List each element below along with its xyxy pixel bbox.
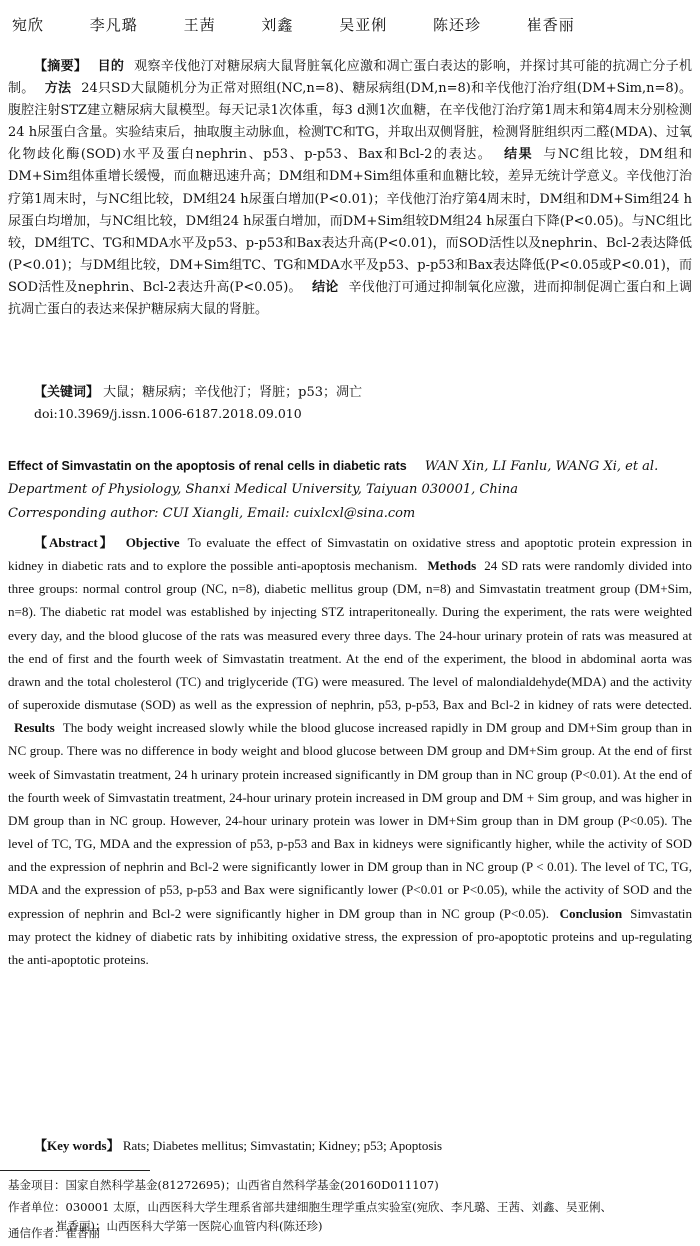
author-name: 吴亚俐 — [339, 16, 388, 34]
keywords-label-cn: 【关键词】 — [34, 385, 100, 400]
author-name: 李凡璐 — [89, 16, 138, 34]
author-name: 刘鑫 — [261, 16, 294, 34]
methods-label-en: Methods — [427, 558, 477, 574]
funding-footnote: 基金项目：国家自然科学基金(81272695)；山西省自然科学基金(20160D011107) — [8, 1178, 439, 1192]
methods-text-cn: 24只SD大鼠随机分为正常对照组(NC,n=8)、糖尿病组(DM,n=8)和辛伐他汀治疗组(DM+Sim,n=8)。腹腔注射STZ建立糖尿病大鼠模型。每天记录1次体重，每3 d测1次血糖，在辛伐他汀治疗第1周末和第4周末分别检测24 h尿蛋白含量。实验结束后，抽取腹主动脉血，检测TC和TG，并取出双侧肾脏，检测肾脏组织丙二醛(MDA)、过氧化物歧化酶(SOD)水平及蛋白nephrin、p53、p-p53、Bax和Bcl-2的表达。 — [8, 81, 692, 163]
chinese-author-list — [12, 14, 597, 35]
results-label-cn: 结果 — [504, 147, 534, 163]
conclusion-text-cn: 辛伐他汀可通过抑制氧化应激，进而抑制促凋亡蛋白和上调抗凋亡蛋白的表达来保护糖尿病大鼠的肾脏。 — [8, 279, 692, 318]
chinese-abstract — [8, 56, 692, 321]
conclusion-label-cn: 结论 — [312, 279, 339, 295]
conclusion-label-en: Conclusion — [559, 905, 623, 921]
methods-text-en: 24 SD rats were randomly divided into three groups: normal control group (NC, n=8), diabetic mellitus group (DM, n=8) and Simvastatin treatment group (DM+Sim, n=8). The diabetic rat model was established by injecting STZ intraperitoneally. During the experiment, the rats were weighted every day, and the blood glucose of the rats was measured every three days. The 24-hour urinary protein of rats was measured at the end of first and the fourth week of Simvastatin treatment. At the end of the experiment, the blood in abdominal aorta was drawn and the total cholesterol (TC) and triglyceride (TG) were measured. The level of malondialdehyde(MDA) and the activity of superoxide dismutase (SOD) as well as the expression of nephrin, p53, p-p53, Bax and Bcl-2 in kidney of rats were detected. — [8, 558, 692, 713]
author-name: 陈还珍 — [432, 16, 481, 34]
affiliation-line-2: 崔香丽)；山西医科大学第一医院心血管内科(陈还珍) — [56, 1219, 323, 1233]
keywords-cn — [34, 381, 362, 400]
author-name: 崔香丽 — [526, 16, 575, 34]
results-text-en: The body weight increased slowly while the blood glucose increased rapidly in DM group and DM+Sim group than in NC group. There was no difference in body weight and blood glucose between DM group and DM+Sim group. At the end of first week of Simvastatin treatment, 24 h urinary protein increased significantly in DM group than in NC group (P<0.01). At the end of the fourth week of Simvastatin treatment, 24-hour urinary protein increased in DM group and DM + Sim group, and was higher in DM group than in NC group. However, 24-hour urinary protein was lower in DM+Sim group than in DM group (P<0.05). The level of TC, TG, MDA and the expression of p53, p-p53 and Bax in kidneys were significantly higher, while the activity of SOD and the expression of nephrin and Bcl-2 were significantly lower in DM group than in NC group (P < 0.01). The level of TC, TG, MDA and the expression of p53, p-p53 and Bax were significantly lower (P<0.01 or P<0.05), while the activity of SOD and the expression of nephrin and Bcl-2 were significantly higher in DM group than in NC group (P<0.05). — [8, 720, 692, 921]
methods-label-cn: 方法 — [44, 81, 72, 97]
objective-label-en: Objective — [125, 535, 180, 550]
english-department: Department of Physiology, Shanxi Medical University, Taiyuan 030001, China — [8, 482, 518, 497]
english-corresponding-author: Corresponding author: CUI Xiangli, Email: cuixlcxl@sina.com — [8, 506, 416, 521]
keywords-text-cn: 大鼠；糖尿病；辛伐他汀；肾脏；p53；凋亡 — [103, 385, 363, 400]
affiliation-line-1: 作者单位：030001 太原，山西医科大学生理系省部共建细胞生理学重点实验室(宛欣、李凡璐、王茜、刘鑫、吴亚俐、 — [8, 1200, 613, 1214]
author-name: 宛欣 — [12, 16, 45, 34]
objective-text-en: To evaluate the effect of Simvastatin on oxidative stress and apoptotic protein expression in kidney in diabetic rats and to explore the possible anti-apoptosis mechanism. — [8, 535, 692, 574]
corresponding-footnote: 通信作者：崔香丽 — [8, 1226, 100, 1240]
english-authors: WAN Xin, LI Fanlu, WANG Xi, et al. — [424, 459, 659, 474]
keywords-label-en: 【Key words】 — [34, 1138, 120, 1153]
conclusion-text-en: Simvastatin may protect the kidney of diabetic rats by inhibiting oxidative stress, the expression of pro-apoptotic proteins and up-regulating the anti-apoptotic proteins. — [8, 905, 692, 967]
english-abstract — [8, 531, 692, 971]
abstract-label-en: 【Abstract】 — [34, 535, 115, 550]
footnote-divider — [0, 1170, 150, 1171]
author-name: 王茜 — [183, 16, 216, 34]
keywords-en — [34, 1135, 442, 1154]
objective-label-cn: 目的 — [97, 59, 125, 74]
keywords-text-en: Rats; Diabetes mellitus; Simvastatin; Kidney; p53; Apoptosis — [122, 1138, 443, 1153]
results-label-en: Results — [14, 720, 55, 736]
results-text-cn: 与NC组比较，DM组和DM+Sim组体重增长缓慢，而血糖迅速升高；DM组和DM+Sim组体重和血糖比较，差异无统计学意义。辛伐他汀治疗第1周末时，与NC组比较，DM组24 h尿蛋白增加(P<0.01)；辛伐他汀治疗第4周末时，DM组和DM+Sim组24 h尿蛋白均增加，与NC组比较，DM组24 h尿蛋白增加，而DM+Sim组较DM组24 h尿蛋白下降(P<0.05)。与NC组比较，DM组TC、TG和MDA水平及p53、p-p53和Bax表达升高(P<0.01)，而SOD活性以及nephrin、Bcl-2表达降低(P<0.01)；与DM组比较，DM+Sim组TC、TG和MDA水平及p53、p-p53和Bax表达降低(P<0.05或P<0.01)，而SOD活性及nephrin、Bcl-2表达升高(P<0.05)。 — [8, 147, 692, 295]
objective-text-cn: 观察辛伐他汀对糖尿病大鼠肾脏氧化应激和凋亡蛋白表达的影响，并探讨其可能的抗凋亡分子机制。 — [8, 59, 692, 97]
abstract-label-cn: 【摘要】 — [34, 59, 88, 74]
english-title: Effect of Simvastatin on the apoptosis of renal cells in diabetic rats — [8, 459, 407, 473]
english-title-line — [8, 459, 692, 474]
doi: doi:10.3969/j.issn.1006-6187.2018.09.010 — [34, 406, 302, 421]
